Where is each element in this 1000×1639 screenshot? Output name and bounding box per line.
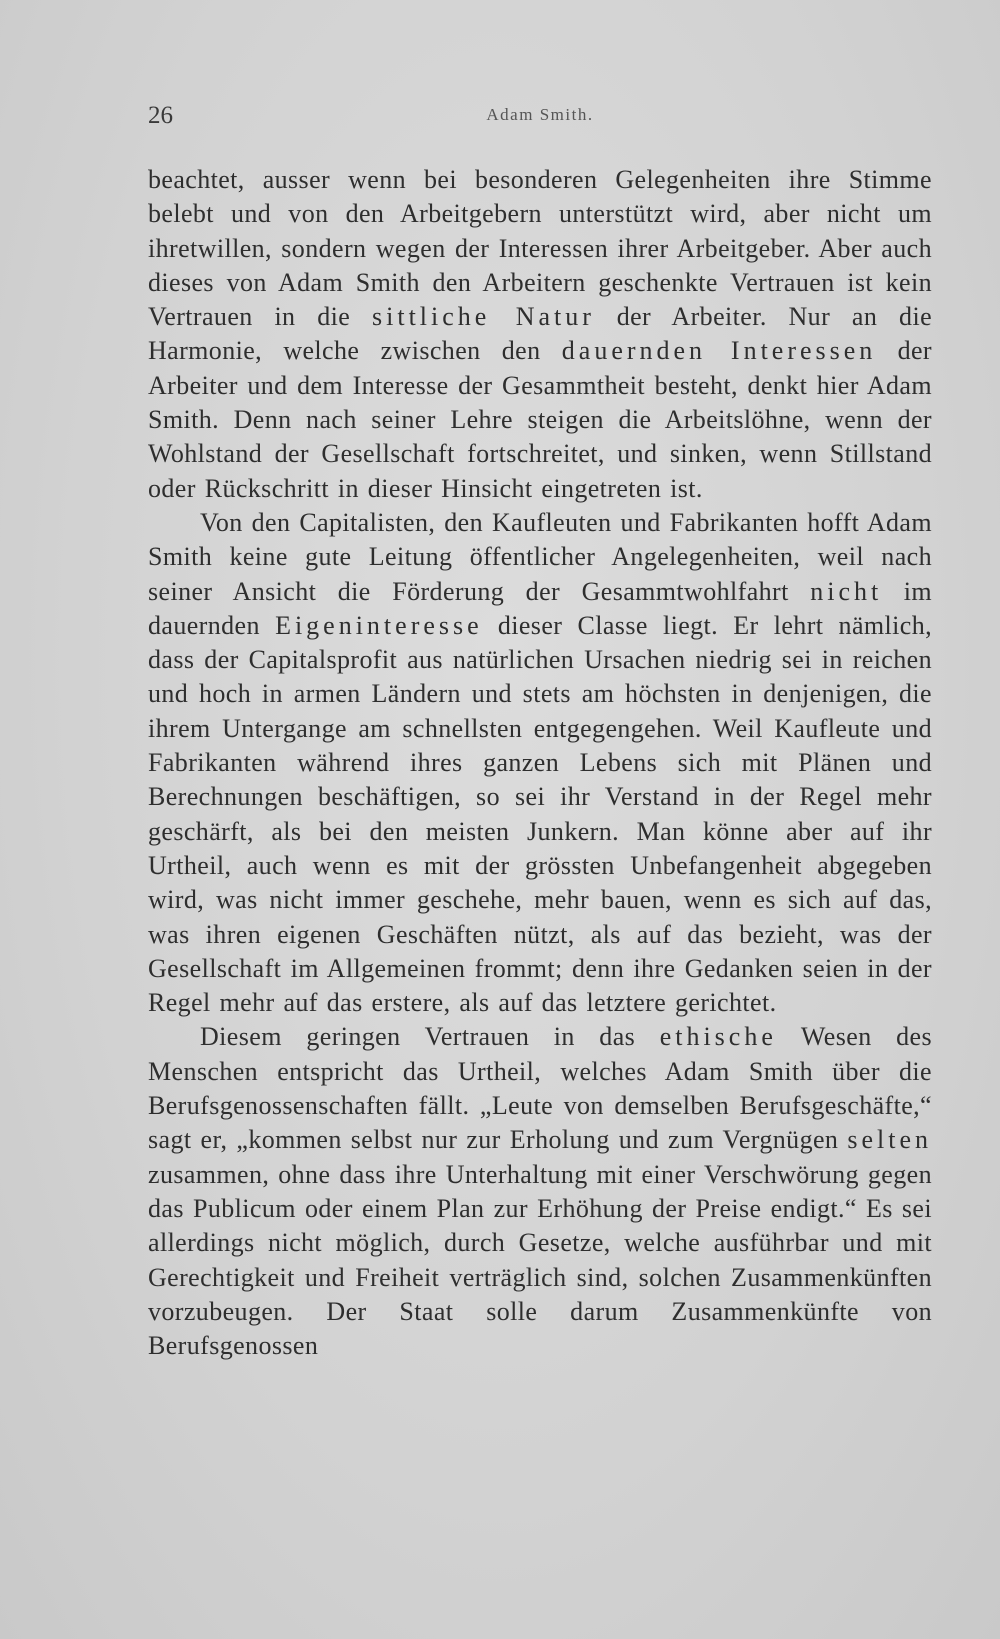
emphasis-text: selten bbox=[847, 1125, 932, 1155]
emphasis-text: dauernden Interessen bbox=[561, 336, 877, 366]
emphasis-text: nicht bbox=[810, 576, 883, 606]
paragraph-1: beachtet, ausser wenn bei besonderen Gelegenheiten ihre Stimme belebt und von den Arbeitgebern unterstützt wird, aber nicht um ihretwillen, sondern wegen der Interessen ihrer Arbeitgeber. Aber auch dieses von Adam Smith den Arbeitern geschenkte Vertrauen ist kein Vertrauen in die sittliche Natur der Arbeiter. Nur an die Harmonie, welche zwischen den dauernden Interessen der Arbeiter und dem Interesse der Gesammtheit besteht, denkt hier Adam Smith. Denn nach seiner Lehre steigen die Arbeitslöhne, wenn der Wohlstand der Gesellschaft fortschreitet, und sinken, wenn Stillstand oder Rückschritt in dieser Hinsicht eingetreten ist. bbox=[148, 165, 933, 503]
paragraph-3: Diesem geringen Vertrauen in das ethische Wesen des Menschen entspricht das Urtheil, welches Adam Smith über die Berufsgenossenschaften fällt. „Leute von demselben Berufsgeschäfte,“ sagt er, „kommen selbst nur zur Erholung und zum Vergnügen selten zusammen, ohne dass ihre Unterhaltung mit einer Verschwörung gegen das Publicum oder einem Plan zur Erhöhung der Preise endigt.“ Es sei allerdings nicht möglich, durch Gesetze, welche ausführbar und mit Gerechtigkeit und Freiheit verträglich sind, solchen Zusammenkünften vorzubeugen. Der Staat solle darum Zusammenkünfte von Berufsgenossen bbox=[148, 1022, 932, 1361]
paragraph-2: Von den Capitalisten, den Kaufleuten und Fabrikanten hofft Adam Smith keine gute Leitung öffentlicher Angelegenheiten, weil nach seiner Ansicht die Förderung der Gesammtwohlfahrt nicht im dauernden Eigeninteresse dieser Classe liegt. Er lehrt nämlich, dass der Capitalsprofit aus natürlichen Ursachen niedrig sei in reichen und hoch in armen Ländern und stets am höchsten in denjenigen, die ihrem Untergange am schnellsten entgegengehen. Weil Kaufleute und Fabrikanten während ihres ganzen Lebens sich mit Plänen und Berechnungen beschäftigen, so sei ihr Verstand in der Regel mehr geschärft, als bei den meisten Junkern. Man könne aber auf ihr Urtheil, auch wenn es mit der grössten Unbefangenheit abgegeben wird, was nicht immer geschehe, mehr bauen, wenn es sich auf das, was ihren eigenen Geschäften nützt, als auf das bezieht, was der Gesellschaft im Allgemeinen frommt; denn ihre Gedanken seien in der Regel mehr auf das erstere, als auf das letztere gerichtet. bbox=[148, 507, 933, 1018]
emphasis-text: ethische bbox=[659, 1022, 777, 1052]
emphasis-text: Eigeninteresse bbox=[275, 610, 483, 640]
emphasis-text: sittliche Natur bbox=[372, 302, 595, 332]
body-text bbox=[148, 163, 932, 1363]
running-title: Adam Smith. bbox=[486, 105, 594, 124]
page-header bbox=[148, 102, 932, 142]
page-number: 26 bbox=[148, 102, 173, 129]
